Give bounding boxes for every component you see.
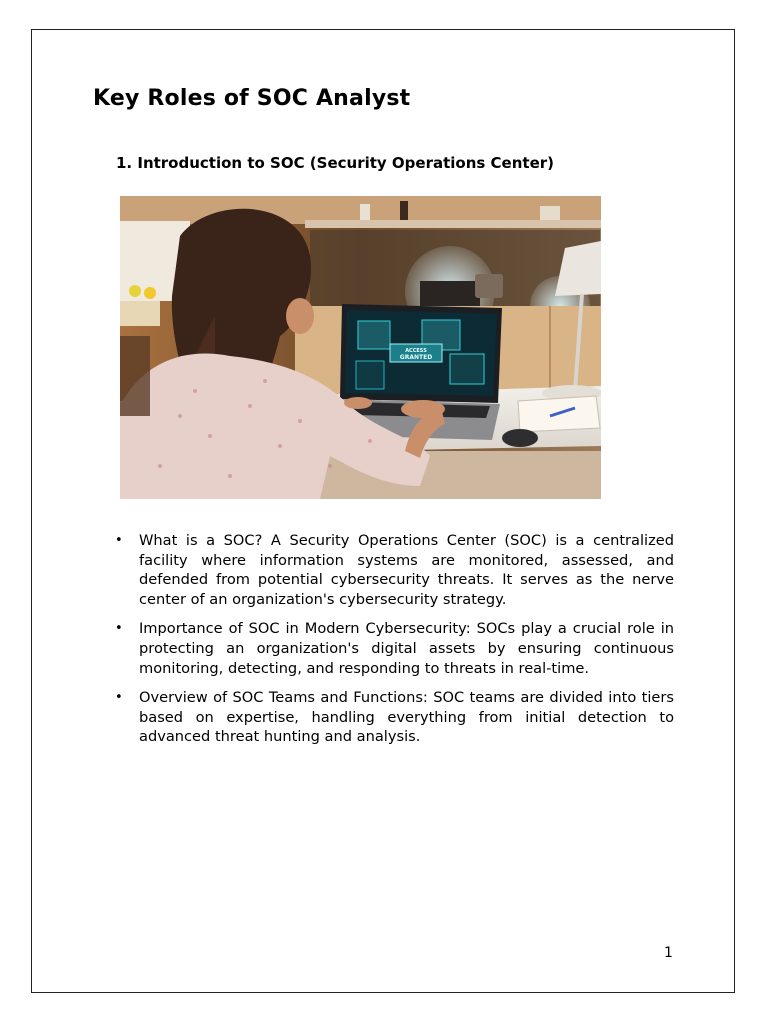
screen-text-granted: GRANTED (399, 354, 433, 361)
page-border (31, 29, 735, 993)
page-number: 1 (664, 945, 673, 961)
bullet-importance-of-soc: • Importance of SOC in Modern Cybersecurity: SOCs play a crucial role in protecting an organization's digital assets by ensuring continuous monitoring, detecting, and responding to threats in real-time. (139, 619, 674, 678)
soc-analyst-photo (120, 196, 601, 499)
bullet-what-is-soc: • What is a SOC? A Security Operations Center (SOC) is a centralized facility where information systems are monitored, assessed, and defended from potential cybersecurity threats. It serves as the nerve center of an organization's cybersecurity strategy. (139, 531, 674, 609)
section-heading: 1. Introduction to SOC (Security Operations Center) (116, 154, 554, 172)
bullet-list (139, 531, 674, 757)
screen-text-access: ACCESS (405, 348, 427, 354)
document-title: Key Roles of SOC Analyst (93, 86, 411, 111)
bullet-soc-teams-functions: • Overview of SOC Teams and Functions: SOC teams are divided into tiers based on expertise, handling everything from initial detection to advanced threat hunting and analysis. (139, 688, 674, 747)
